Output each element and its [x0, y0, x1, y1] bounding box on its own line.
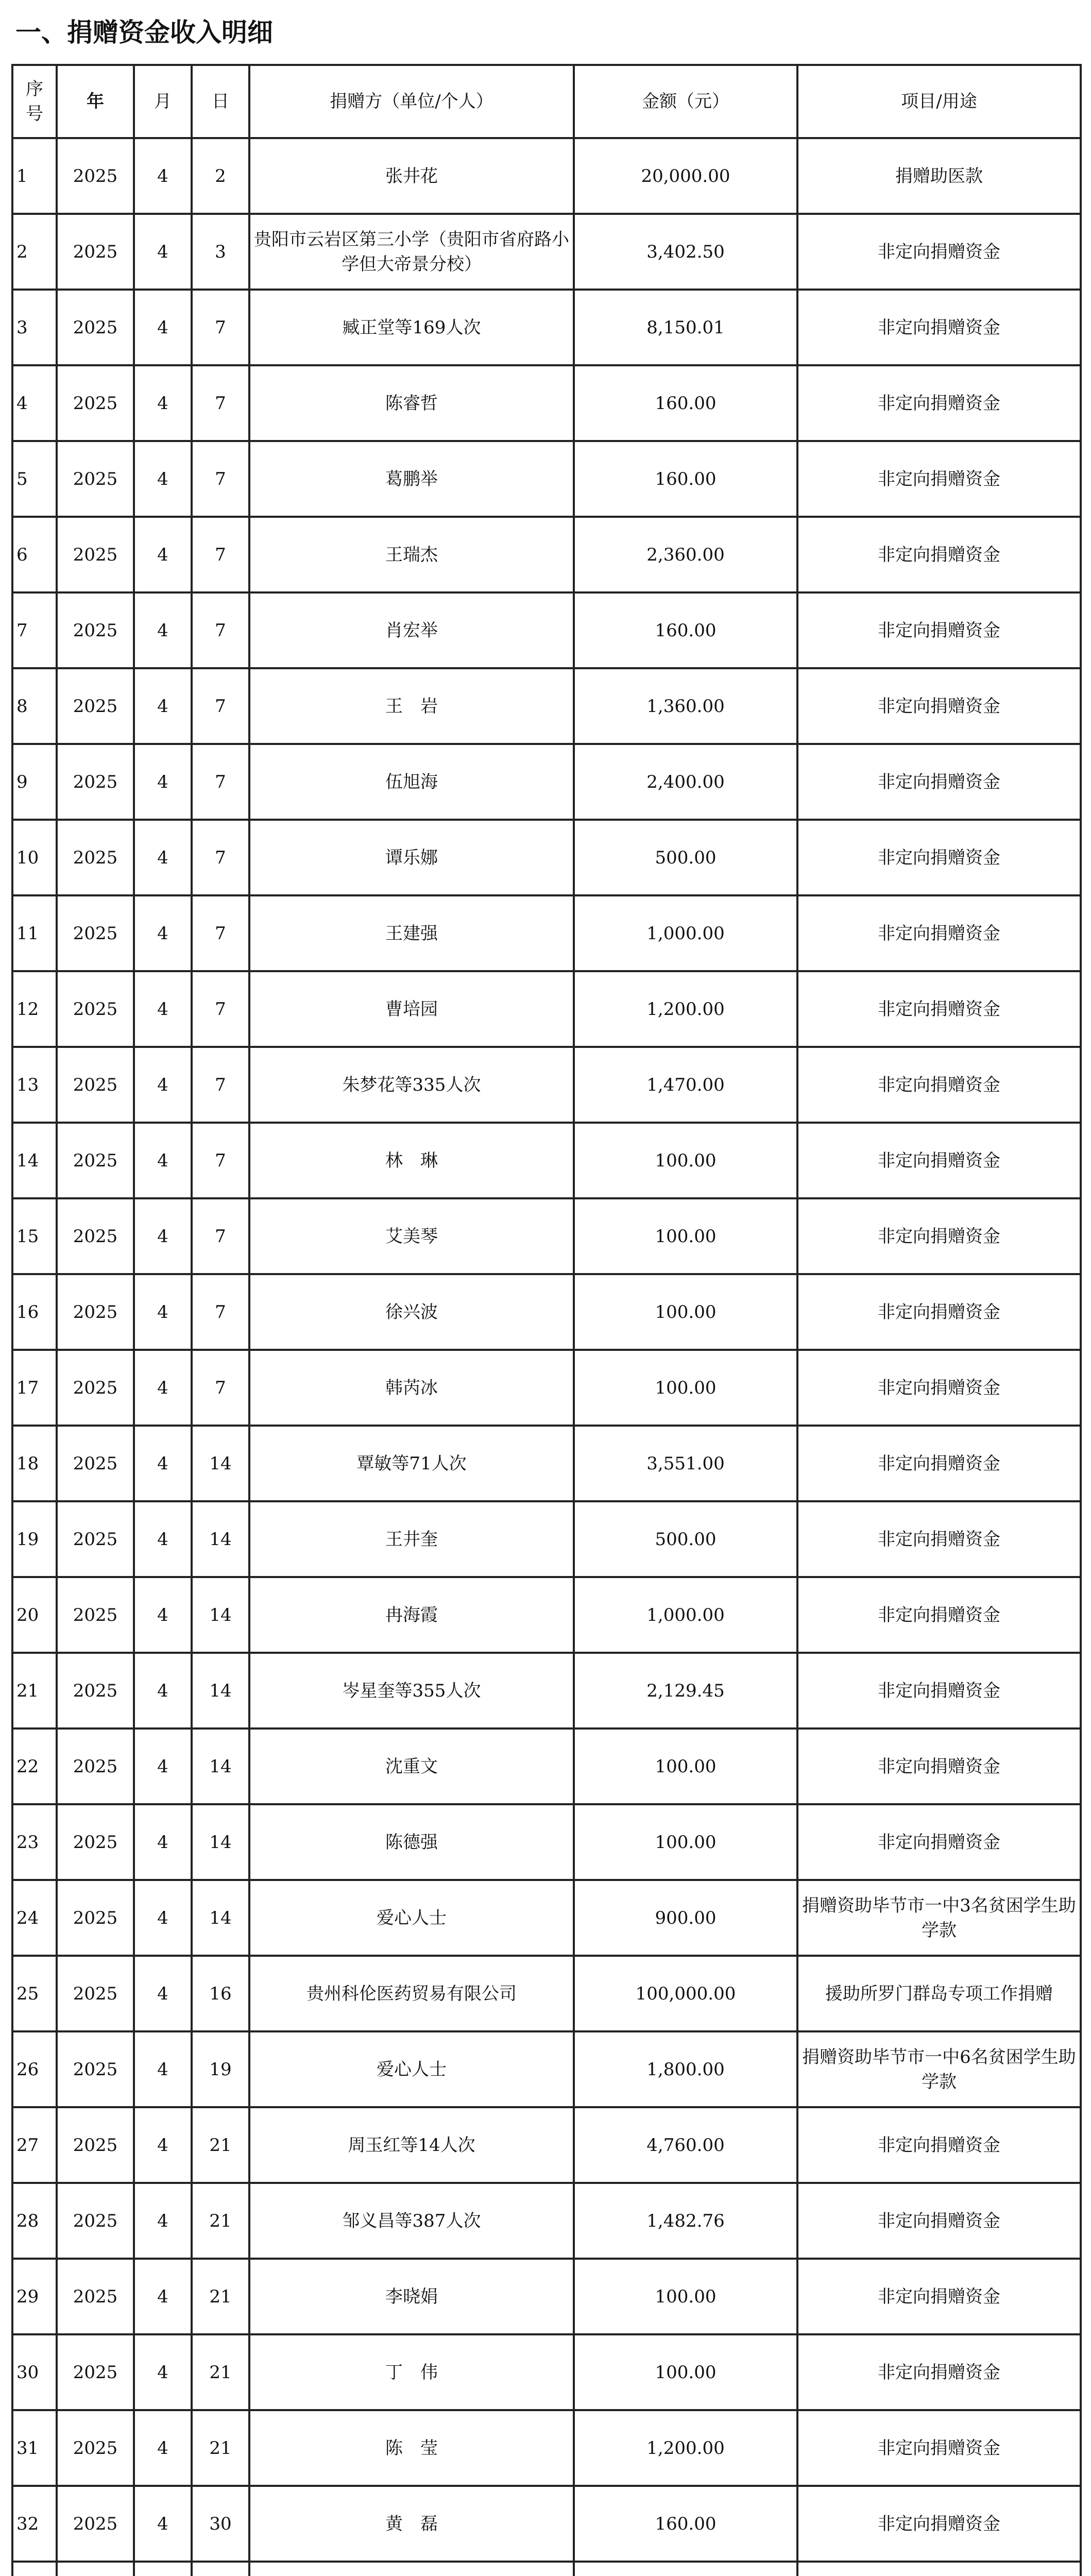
cell-month: 4 — [134, 1426, 192, 1501]
cell-amount: 100.00 — [574, 1274, 797, 1350]
cell-year: 2025 — [57, 2183, 134, 2259]
cell-purpose: 援助所罗门群岛专项工作捐赠 — [797, 1956, 1081, 2031]
cell-amount: 2,400.00 — [574, 744, 797, 820]
cell-month: 4 — [134, 138, 192, 214]
cell-donor: 邹义昌等387人次 — [249, 2183, 574, 2259]
cell-seq — [12, 2562, 57, 2576]
cell-amount: 3,402.50 — [574, 214, 797, 290]
cell-amount: 100.00 — [574, 1198, 797, 1274]
cell-purpose: 非定向捐赠资金 — [797, 592, 1081, 668]
header-day: 日 — [192, 65, 249, 138]
cell-amount: 160.00 — [574, 365, 797, 441]
cell-seq: 27 — [12, 2107, 57, 2183]
table-row — [12, 2183, 1081, 2259]
cell-amount: 1,360.00 — [574, 668, 797, 744]
cell-day: 7 — [192, 290, 249, 365]
cell-month: 4 — [134, 1728, 192, 1804]
cell-month: 4 — [134, 1653, 192, 1728]
cell-year: 2025 — [57, 820, 134, 895]
cell-day: 21 — [192, 2259, 249, 2334]
cell-day: 7 — [192, 517, 249, 592]
cell-amount: 900.00 — [574, 1880, 797, 1956]
cell-day: 16 — [192, 1956, 249, 2031]
cell-amount: 500.00 — [574, 820, 797, 895]
cell-month: 4 — [134, 1350, 192, 1426]
cell-amount: 100.00 — [574, 1804, 797, 1880]
cell-donor: 李晓娟 — [249, 2259, 574, 2334]
table-row — [12, 1501, 1081, 1577]
cell-day: 14 — [192, 1426, 249, 1501]
cell-month: 4 — [134, 1047, 192, 1123]
cell-purpose: 非定向捐赠资金 — [797, 1198, 1081, 1274]
cell-year: 2025 — [57, 1123, 134, 1198]
cell-month: 4 — [134, 895, 192, 971]
cell-purpose: 非定向捐赠资金 — [797, 2334, 1081, 2410]
cell-seq: 20 — [12, 1577, 57, 1653]
cell-seq: 28 — [12, 2183, 57, 2259]
cell-amount: 100.00 — [574, 2259, 797, 2334]
cell-seq: 19 — [12, 1501, 57, 1577]
cell-day: 7 — [192, 1047, 249, 1123]
cell-purpose: 捐赠助医款 — [797, 138, 1081, 214]
cell-month: 4 — [134, 517, 192, 592]
cell-day: 14 — [192, 1653, 249, 1728]
cell-purpose: 非定向捐赠资金 — [797, 365, 1081, 441]
cell-amount: 100.00 — [574, 1123, 797, 1198]
table-row — [12, 2562, 1081, 2576]
table-row — [12, 1880, 1081, 1956]
table-row — [12, 290, 1081, 365]
cell-day: 7 — [192, 1123, 249, 1198]
cell-amount: 4,760.00 — [574, 2107, 797, 2183]
cell-seq: 29 — [12, 2259, 57, 2334]
cell-month: 4 — [134, 214, 192, 290]
cell-seq: 18 — [12, 1426, 57, 1501]
cell-day: 7 — [192, 668, 249, 744]
cell-day: 7 — [192, 592, 249, 668]
table-row — [12, 895, 1081, 971]
cell-day — [192, 2562, 249, 2576]
cell-donor: 林 琳 — [249, 1123, 574, 1198]
cell-month: 4 — [134, 2031, 192, 2107]
cell-amount: 100.00 — [574, 1728, 797, 1804]
table-body — [12, 138, 1081, 2576]
cell-year: 2025 — [57, 2334, 134, 2410]
cell-month: 4 — [134, 971, 192, 1047]
cell-amount: 3,551.00 — [574, 1426, 797, 1501]
cell-seq: 11 — [12, 895, 57, 971]
cell-day: 3 — [192, 214, 249, 290]
cell-purpose: 非定向捐赠资金 — [797, 290, 1081, 365]
cell-amount: 8,150.01 — [574, 290, 797, 365]
cell-donor: 陈 莹 — [249, 2410, 574, 2486]
cell-seq: 23 — [12, 1804, 57, 1880]
cell-purpose: 非定向捐赠资金 — [797, 971, 1081, 1047]
cell-year: 2025 — [57, 2107, 134, 2183]
cell-seq: 22 — [12, 1728, 57, 1804]
table-row — [12, 517, 1081, 592]
cell-month: 4 — [134, 290, 192, 365]
header-amount: 金额（元） — [574, 65, 797, 138]
cell-donor: 肖宏举 — [249, 592, 574, 668]
table-row — [12, 1956, 1081, 2031]
cell-donor: 韩芮冰 — [249, 1350, 574, 1426]
cell-donor: 贵阳市云岩区第三小学（贵阳市省府路小学但大帝景分校） — [249, 214, 574, 290]
cell-month: 4 — [134, 1123, 192, 1198]
table-row — [12, 1274, 1081, 1350]
cell-purpose: 非定向捐赠资金 — [797, 1426, 1081, 1501]
table-header-row — [12, 65, 1081, 138]
cell-year: 2025 — [57, 517, 134, 592]
cell-seq: 7 — [12, 592, 57, 668]
cell-donor: 沈重文 — [249, 1728, 574, 1804]
cell-day: 7 — [192, 744, 249, 820]
cell-donor: 王井奎 — [249, 1501, 574, 1577]
table-row — [12, 971, 1081, 1047]
cell-seq: 3 — [12, 290, 57, 365]
cell-month: 4 — [134, 2259, 192, 2334]
cell-amount: 1,470.00 — [574, 1047, 797, 1123]
table-row — [12, 1123, 1081, 1198]
cell-donor: 艾美琴 — [249, 1198, 574, 1274]
table-row — [12, 1350, 1081, 1426]
cell-seq: 8 — [12, 668, 57, 744]
cell-day: 14 — [192, 1880, 249, 1956]
cell-donor: 张井花 — [249, 138, 574, 214]
cell-amount: 100,000.00 — [574, 1956, 797, 2031]
cell-purpose: 非定向捐赠资金 — [797, 441, 1081, 517]
cell-year: 2025 — [57, 1728, 134, 1804]
cell-seq: 16 — [12, 1274, 57, 1350]
cell-amount: 500.00 — [574, 1501, 797, 1577]
cell-month: 4 — [134, 2486, 192, 2562]
cell-day: 19 — [192, 2031, 249, 2107]
table-row — [12, 592, 1081, 668]
cell-day: 14 — [192, 1804, 249, 1880]
cell-amount: 2,360.00 — [574, 517, 797, 592]
cell-year: 2025 — [57, 138, 134, 214]
cell-seq: 31 — [12, 2410, 57, 2486]
cell-purpose: 非定向捐赠资金 — [797, 2183, 1081, 2259]
cell-month: 4 — [134, 2107, 192, 2183]
cell-donor: 黄 磊 — [249, 2486, 574, 2562]
cell-month: 4 — [134, 2410, 192, 2486]
cell-amount: 1,200.00 — [574, 971, 797, 1047]
cell-year: 2025 — [57, 1047, 134, 1123]
cell-month — [134, 2562, 192, 2576]
cell-year: 2025 — [57, 1653, 134, 1728]
table-row — [12, 2410, 1081, 2486]
cell-purpose: 非定向捐赠资金 — [797, 1728, 1081, 1804]
table-row — [12, 2486, 1081, 2562]
table-row — [12, 1804, 1081, 1880]
cell-donor: 葛鹏举 — [249, 441, 574, 517]
cell-amount: 1,482.76 — [574, 2183, 797, 2259]
table-row — [12, 214, 1081, 290]
cell-seq: 32 — [12, 2486, 57, 2562]
cell-amount: 1,800.00 — [574, 2031, 797, 2107]
cell-purpose: 非定向捐赠资金 — [797, 895, 1081, 971]
cell-seq: 2 — [12, 214, 57, 290]
cell-day: 21 — [192, 2334, 249, 2410]
cell-seq: 9 — [12, 744, 57, 820]
cell-year: 2025 — [57, 744, 134, 820]
cell-donor: 谭乐娜 — [249, 820, 574, 895]
table-row — [12, 1047, 1081, 1123]
cell-seq: 14 — [12, 1123, 57, 1198]
cell-donor: 曹培园 — [249, 971, 574, 1047]
cell-donor: 岑星奎等355人次 — [249, 1653, 574, 1728]
cell-month: 4 — [134, 668, 192, 744]
cell-amount: 100.00 — [574, 1350, 797, 1426]
cell-donor: 朱梦花等335人次 — [249, 1047, 574, 1123]
cell-month: 4 — [134, 2334, 192, 2410]
cell-donor — [249, 2562, 574, 2576]
header-donor: 捐赠方（单位/个人） — [249, 65, 574, 138]
header-seq: 序 号 — [12, 65, 57, 138]
cell-day: 7 — [192, 820, 249, 895]
cell-year: 2025 — [57, 1350, 134, 1426]
cell-purpose: 非定向捐赠资金 — [797, 517, 1081, 592]
cell-year: 2025 — [57, 1880, 134, 1956]
cell-year: 2025 — [57, 1956, 134, 2031]
table-row — [12, 1577, 1081, 1653]
cell-purpose: 非定向捐赠资金 — [797, 1653, 1081, 1728]
cell-donor: 覃敏等71人次 — [249, 1426, 574, 1501]
cell-purpose: 非定向捐赠资金 — [797, 2107, 1081, 2183]
cell-day: 2 — [192, 138, 249, 214]
cell-seq: 4 — [12, 365, 57, 441]
cell-donor: 臧正堂等169人次 — [249, 290, 574, 365]
cell-purpose: 非定向捐赠资金 — [797, 1123, 1081, 1198]
cell-donor: 王瑞杰 — [249, 517, 574, 592]
table-row — [12, 1198, 1081, 1274]
cell-donor: 伍旭海 — [249, 744, 574, 820]
cell-purpose: 非定向捐赠资金 — [797, 1577, 1081, 1653]
cell-year: 2025 — [57, 2259, 134, 2334]
cell-amount: 1,200.00 — [574, 2410, 797, 2486]
cell-amount: 160.00 — [574, 2486, 797, 2562]
cell-year: 2025 — [57, 971, 134, 1047]
cell-month: 4 — [134, 1956, 192, 2031]
cell-purpose: 非定向捐赠资金 — [797, 1047, 1081, 1123]
cell-month: 4 — [134, 1274, 192, 1350]
page-title: 一、捐赠资金收入明细 — [15, 18, 273, 47]
cell-year — [57, 2562, 134, 2576]
table-row — [12, 1426, 1081, 1501]
cell-day: 14 — [192, 1577, 249, 1653]
cell-purpose: 非定向捐赠资金 — [797, 214, 1081, 290]
table-row — [12, 668, 1081, 744]
cell-purpose: 非定向捐赠资金 — [797, 1274, 1081, 1350]
cell-donor: 爱心人士 — [249, 1880, 574, 1956]
cell-purpose: 捐赠资助毕节市一中6名贫困学生助学款 — [797, 2031, 1081, 2107]
cell-month: 4 — [134, 820, 192, 895]
cell-purpose: 非定向捐赠资金 — [797, 1501, 1081, 1577]
table-row — [12, 441, 1081, 517]
cell-year: 2025 — [57, 2410, 134, 2486]
table-row — [12, 2031, 1081, 2107]
cell-purpose: 非定向捐赠资金 — [797, 1804, 1081, 1880]
cell-month: 4 — [134, 744, 192, 820]
cell-year: 2025 — [57, 2486, 134, 2562]
cell-day: 7 — [192, 441, 249, 517]
table-row — [12, 2334, 1081, 2410]
cell-year: 2025 — [57, 895, 134, 971]
cell-amount: 20,000.00 — [574, 138, 797, 214]
cell-seq: 15 — [12, 1198, 57, 1274]
table-row — [12, 744, 1081, 820]
cell-seq: 6 — [12, 517, 57, 592]
cell-month: 4 — [134, 592, 192, 668]
cell-purpose: 非定向捐赠资金 — [797, 820, 1081, 895]
cell-month: 4 — [134, 1880, 192, 1956]
cell-purpose: 非定向捐赠资金 — [797, 2259, 1081, 2334]
cell-donor: 陈德强 — [249, 1804, 574, 1880]
cell-day: 30 — [192, 2486, 249, 2562]
cell-donor: 贵州科伦医药贸易有限公司 — [249, 1956, 574, 2031]
cell-month: 4 — [134, 1804, 192, 1880]
table-row — [12, 2107, 1081, 2183]
cell-day: 7 — [192, 365, 249, 441]
cell-seq: 25 — [12, 1956, 57, 2031]
cell-donor: 陈睿哲 — [249, 365, 574, 441]
cell-year: 2025 — [57, 1198, 134, 1274]
cell-amount: 1,000.00 — [574, 1577, 797, 1653]
cell-purpose: 非定向捐赠资金 — [797, 668, 1081, 744]
cell-amount: 160.00 — [574, 441, 797, 517]
cell-seq: 12 — [12, 971, 57, 1047]
cell-donor: 周玉红等14人次 — [249, 2107, 574, 2183]
cell-amount: 1,000.00 — [574, 895, 797, 971]
cell-purpose: 非定向捐赠资金 — [797, 2486, 1081, 2562]
cell-seq: 21 — [12, 1653, 57, 1728]
cell-year: 2025 — [57, 2031, 134, 2107]
cell-purpose: 非定向捐赠资金 — [797, 2410, 1081, 2486]
donation-table — [11, 64, 1082, 2576]
cell-purpose: 捐赠资助毕节市一中3名贫困学生助学款 — [797, 1880, 1081, 1956]
cell-day: 21 — [192, 2107, 249, 2183]
cell-month: 4 — [134, 2183, 192, 2259]
table-row — [12, 138, 1081, 214]
cell-amount: 100.00 — [574, 2334, 797, 2410]
cell-amount: 2,129.45 — [574, 1653, 797, 1728]
header-year: 年 — [57, 65, 134, 138]
cell-amount — [574, 2562, 797, 2576]
cell-month: 4 — [134, 365, 192, 441]
cell-seq: 17 — [12, 1350, 57, 1426]
cell-day: 7 — [192, 971, 249, 1047]
cell-day: 14 — [192, 1501, 249, 1577]
cell-seq: 26 — [12, 2031, 57, 2107]
header-month: 月 — [134, 65, 192, 138]
cell-month: 4 — [134, 1577, 192, 1653]
cell-year: 2025 — [57, 1804, 134, 1880]
table-row — [12, 820, 1081, 895]
cell-seq: 30 — [12, 2334, 57, 2410]
cell-day: 7 — [192, 1274, 249, 1350]
table-row — [12, 365, 1081, 441]
cell-year: 2025 — [57, 365, 134, 441]
cell-donor: 王 岩 — [249, 668, 574, 744]
cell-seq: 1 — [12, 138, 57, 214]
cell-donor: 王建强 — [249, 895, 574, 971]
cell-seq: 10 — [12, 820, 57, 895]
cell-month: 4 — [134, 1198, 192, 1274]
cell-day: 14 — [192, 1728, 249, 1804]
cell-year: 2025 — [57, 592, 134, 668]
cell-year: 2025 — [57, 290, 134, 365]
table-row — [12, 1728, 1081, 1804]
cell-year: 2025 — [57, 214, 134, 290]
cell-day: 7 — [192, 1198, 249, 1274]
cell-donor: 爱心人士 — [249, 2031, 574, 2107]
cell-purpose: 非定向捐赠资金 — [797, 744, 1081, 820]
cell-day: 21 — [192, 2410, 249, 2486]
cell-donor: 徐兴波 — [249, 1274, 574, 1350]
cell-month: 4 — [134, 441, 192, 517]
cell-purpose — [797, 2562, 1081, 2576]
cell-amount: 160.00 — [574, 592, 797, 668]
cell-day: 7 — [192, 895, 249, 971]
table-row — [12, 1653, 1081, 1728]
cell-donor: 丁 伟 — [249, 2334, 574, 2410]
cell-month: 4 — [134, 1501, 192, 1577]
cell-year: 2025 — [57, 1501, 134, 1577]
cell-purpose: 非定向捐赠资金 — [797, 1350, 1081, 1426]
cell-seq: 13 — [12, 1047, 57, 1123]
cell-year: 2025 — [57, 668, 134, 744]
table-row — [12, 2259, 1081, 2334]
cell-seq: 5 — [12, 441, 57, 517]
cell-day: 7 — [192, 1350, 249, 1426]
cell-year: 2025 — [57, 1426, 134, 1501]
cell-donor: 冉海霞 — [249, 1577, 574, 1653]
header-purpose: 项目/用途 — [797, 65, 1081, 138]
cell-day: 21 — [192, 2183, 249, 2259]
cell-year: 2025 — [57, 1577, 134, 1653]
cell-seq: 24 — [12, 1880, 57, 1956]
cell-year: 2025 — [57, 441, 134, 517]
cell-year: 2025 — [57, 1274, 134, 1350]
